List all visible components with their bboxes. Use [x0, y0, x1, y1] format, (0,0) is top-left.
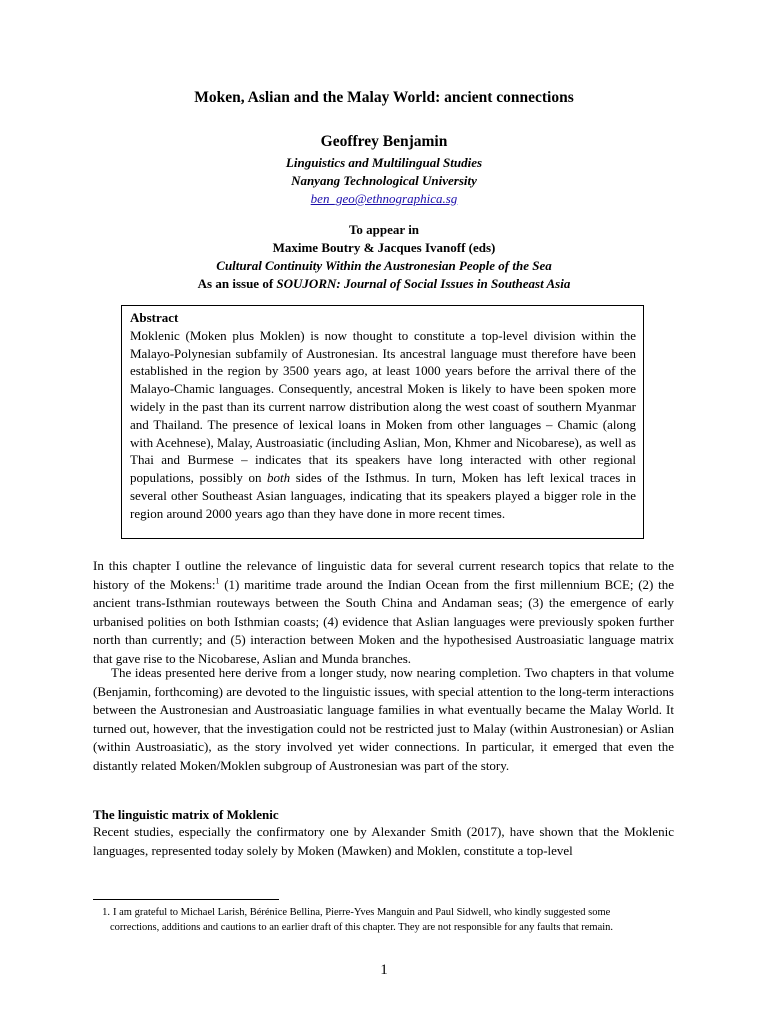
abstract-text-part2: sides of the Isthmus. In turn, Moken has left lexical traces in several other Southeast Asian languages, indicating that its speakers played a bigger role in the region around 2000 years ago than they have done in more recent times.: [130, 470, 636, 521]
abstract-box: [121, 305, 644, 539]
author-email-link[interactable]: ben_geo@ethnographica.sg: [310, 191, 458, 206]
editors-line: Maxime Boutry & Jacques Ivanoff (eds): [272, 240, 496, 255]
author-university: Nanyang Technological University: [291, 173, 477, 188]
paragraph-intro: [93, 557, 674, 669]
author-department: Linguistics and Multilingual Studies: [285, 155, 483, 170]
book-title: Cultural Continuity Within the Austronesian People of the Sea: [216, 258, 552, 273]
section-heading: The linguistic matrix of Moklenic: [93, 807, 279, 822]
paragraph-intro-a: In this chapter I outline the relevance of linguistic data for several current research topics that relate to the history of the Mokens:: [93, 558, 674, 592]
author-name: Geoffrey Benjamin: [320, 133, 448, 150]
to-appear-label: To appear in: [348, 222, 420, 237]
paper-title: Moken, Aslian and the Malay World: ancient connections: [194, 89, 574, 106]
footnote-text-1: I am grateful to Michael Larish, Bérénice Bellina, Pierre-Yves Manguin and Paul Sidwell, who kindly suggested some: [113, 907, 611, 918]
abstract-emphasis: both: [267, 470, 291, 486]
paragraph-ideas: The ideas presented here derive from a longer study, now nearing completion. Two chapters in that volume (Benjamin, forthcoming) are devoted to the linguistic issues, with special attention to the long-term interactions between the Austronesian and Austroasiatic language families in what eventually became the Malay World. It turned out, however, that the investigation could not be restricted just to Malay (within Austronesian) or Aslian (within Austroasiatic), as the story involved yet wider connections. In particular, it emerged that even the distantly related Moken/Moklen subgroup of Austronesian was part of the story.: [93, 665, 674, 773]
author-email-line: [0, 191, 768, 207]
abstract-heading: Abstract: [130, 310, 179, 325]
journal-prefix: As an issue of: [197, 276, 277, 291]
page-number: 1: [380, 962, 388, 978]
abstract-text-part1: Moklenic (Moken plus Moklen) is now thought to constitute a top-level division within the Malayo-Polynesian subfamily of Austronesian. Its ancestral language must therefore have been established in the region by 3500 years ago, at least 1000 years before the arrival there of the Malayo-Chamic languages. Consequently, ancestral Moken is likely to have been spoken more widely in the past than its current narrow distribution along the west coast of southern Myanmar and Thailand. The presence of lexical loans in Moken from other languages – Chamic (along with Acehnese), Malay, Austroasiatic (including Aslian, Mon, Khmer and Nicobarese), as well as Thai and Burmese – indicates that its speakers have long interacted with other regional populations, possibly on: [130, 327, 636, 486]
footnote: [93, 905, 674, 935]
paragraph-intro-b: (1) maritime trade around the Indian Ocean from the first millennium BCE; (2) the ancient trans-Isthmian routeways between the South China and Andaman seas; (3) the emergence of early urbanised polities on both Isthmian coasts; (4) evidence that Aslian languages were previously spoken further north than currently; and (5) interaction between Moken and the hypothesised Austroasiatic language matrix that gave rise to the Nicobarese, Aslian and Munda branches.: [93, 576, 674, 666]
journal-line: [0, 276, 768, 292]
footnote-line-1: [93, 905, 674, 920]
footnote-number: 1.: [102, 907, 110, 918]
abstract-text: [130, 327, 636, 523]
footnote-ref[interactable]: 1: [215, 576, 220, 586]
paragraph-moklenic: Recent studies, especially the confirmatory one by Alexander Smith (2017), have shown that the Moklenic languages, represented today solely by Moken (Mawken) and Moklen, constitute a top-level: [93, 824, 674, 858]
journal-name: SOUJORN: Journal of Social Issues in Southeast Asia: [276, 276, 571, 291]
footnote-line-2: corrections, additions and cautions to an earlier draft of this chapter. They are not responsible for any faults that remain.: [110, 922, 614, 933]
footnote-divider: [93, 899, 279, 900]
